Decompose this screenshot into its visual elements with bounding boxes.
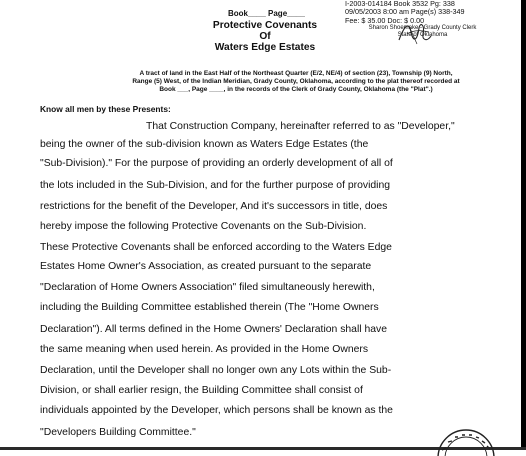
body-line: "Sub-Division)." For the purpose of providing an orderly development of all of — [40, 158, 393, 169]
body-line: "Developers Building Committee." — [40, 427, 196, 438]
recording-line: I-2003-014184 Book 3532 Pg: 338 — [345, 0, 455, 8]
body-line: Estates Home Owner's Association, as created pursuant to the separate — [40, 261, 372, 272]
body-line: including the Building Committee established therein (The "Home Owners — [40, 302, 379, 313]
legal-line: Range (5) West, of the Indian Meridian, Grady County, Oklahoma, according to the plat thereof recorded at — [132, 78, 460, 85]
body-line: individuals appointed by the Developer, which persons shall be known as the — [40, 405, 393, 416]
salutation: Know all men by these Presents: — [40, 104, 171, 114]
recording-state: State of Oklahoma — [397, 31, 448, 38]
title-line: Waters Edge Estates — [214, 42, 316, 53]
legal-line: A tract of land in the East Half of the Northeast Quarter (E/2, NE/4) of section (23), Township (9) North, — [139, 70, 453, 77]
title-line: Of — [259, 31, 271, 42]
clerk-signature-icon — [395, 20, 433, 46]
body-line: These Protective Covenants shall be enforced according to the Waters Edge — [40, 242, 392, 253]
recording-line: Fee: $ 35.00 Doc: $ 0.00 — [345, 15, 425, 25]
legal-line: Book ___, Page ____, in the records of the Clerk of Grady County, Oklahoma (the "Plat".) — [159, 86, 433, 93]
scan-border-right — [521, 0, 526, 450]
body-line: Division, or shall earlier resign, the Building Committee shall consist of — [40, 385, 363, 396]
recording-clerk: Sharon Shoemake - Grady County Clerk — [368, 25, 477, 32]
notary-seal-icon — [434, 426, 498, 456]
body-line: Declaration, until the Developer shall no longer own any Lots within the Sub- — [40, 365, 392, 376]
body-line: the lots included in the Sub-Division, and for the further purpose of providing — [40, 180, 391, 191]
title-line: Protective Covenants — [212, 20, 318, 31]
book-page-blank: Book____ Page____ — [228, 9, 305, 18]
body-line: "Declaration of Home Owners Association" filed simultaneously herewith, — [40, 282, 375, 293]
body-line: restrictions for the benefit of the Developer, And it's successors in title, does — [40, 201, 388, 212]
body-line: Declaration"). All terms defined in the Home Owners' Declaration shall have — [40, 324, 387, 335]
legal-description — [111, 70, 481, 94]
recording-line: 09/05/2003 8:00 am Page(s) 338-349 — [345, 7, 465, 17]
body-line: being the owner of the sub-division known as Waters Edge Estates (the — [40, 139, 369, 150]
document-title — [198, 20, 332, 53]
body-line: the same meaning when used herein. As provided in the Home Owners — [40, 344, 369, 355]
body-line: hereby impose the following Protective Covenants on the Sub-Division. — [40, 221, 367, 232]
body-line: That Construction Company, hereinafter referred to as "Developer," — [146, 121, 455, 132]
